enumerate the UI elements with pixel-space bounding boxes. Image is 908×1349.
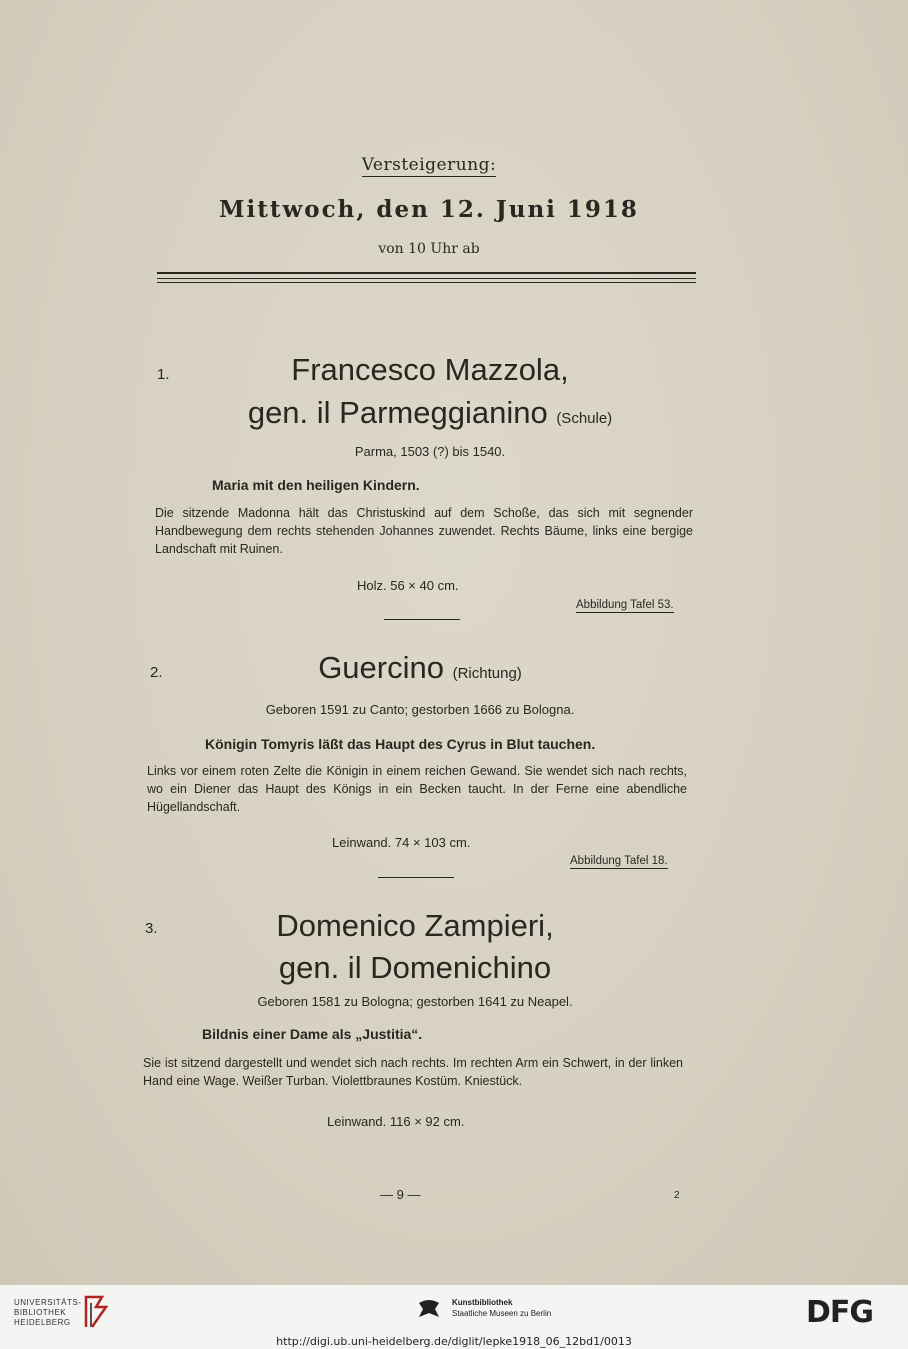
auction-label: Versteigerung: xyxy=(361,155,497,175)
lot-artist-line1: Guercino (Richtung) xyxy=(318,650,522,685)
auction-date: Mittwoch, den 12. Juni 1918 xyxy=(219,196,639,223)
sheet-signature-mark: 2 xyxy=(674,1190,680,1201)
lot-description: Sie ist sitzend dargestellt und wendet sich nach rechts. Im rechten Arm ein Schwert, in der linken Hand eine Wage. Weißer Turban. Violettbraunes Kostüm. Kniestück. xyxy=(143,1056,683,1088)
lot-medium: Holz. 56 × 40 cm. xyxy=(357,578,459,593)
kunstbibliothek-credit: Kunstbibliothek Staatliche Museen zu Berlin xyxy=(452,1298,552,1318)
lot-dates: Parma, 1503 (?) bis 1540. xyxy=(354,444,506,459)
auction-time: von 10 Uhr ab xyxy=(378,241,480,257)
lot-plate-reference: Abbildung Tafel 53. xyxy=(576,599,674,611)
permalink-url[interactable]: http://digi.ub.uni-heidelberg.de/diglit/lepke1918_06_12bd1/0013 xyxy=(276,1335,632,1348)
ub-heidelberg-emblem-icon xyxy=(82,1293,110,1329)
lot-number: 2. xyxy=(150,664,163,681)
kunstbibliothek-eagle-icon xyxy=(415,1295,443,1325)
dfg-logo: DFG xyxy=(806,1295,874,1330)
header-rule-thin-2 xyxy=(157,282,696,283)
lot-separator xyxy=(378,877,454,878)
lot-title: Bildnis einer Dame als „Justitia“. xyxy=(202,1026,423,1042)
lot-description: Links vor einem roten Zelte die Königin in einem reichen Gewand. Sie wendet sich nach rechts, wo ein Diener das Haupt des Königs in ein Becken taucht. In der Ferne eine abendliche Hügellandschaft. xyxy=(147,764,687,814)
lot-artist-line1: Domenico Zampieri, xyxy=(276,908,554,943)
lot-attribution: (Schule) xyxy=(556,410,613,427)
lot-separator xyxy=(384,619,460,620)
lot-plate-reference: Abbildung Tafel 18. xyxy=(570,855,668,867)
lot-artist-line2: gen. il Parmeggianino (Schule) xyxy=(247,395,613,430)
page-number: — 9 — xyxy=(380,1187,421,1202)
lot-title: Maria mit den heiligen Kindern. xyxy=(212,477,420,493)
lot-description: Die sitzende Madonna hält das Christuskind auf dem Schoße, das sich mit segnender Handbewegung dem rechts stehenden Johannes zuwendet. Rechts Bäume, links eine bergige Landschaft mit Ruinen. xyxy=(155,506,693,556)
ub-heidelberg-logo-text: UNIVERSITÄTS- BIBLIOTHEK HEIDELBERG xyxy=(14,1298,82,1327)
lot-dates: Geboren 1591 zu Canto; gestorben 1666 zu Bologna. xyxy=(265,702,575,717)
lot-medium: Leinwand. 116 × 92 cm. xyxy=(327,1114,465,1129)
lot-medium: Leinwand. 74 × 103 cm. xyxy=(332,835,471,850)
header-rule-thick xyxy=(157,272,696,274)
lot-attribution: (Richtung) xyxy=(452,665,522,682)
lot-title: Königin Tomyris läßt das Haupt des Cyrus in Blut tauchen. xyxy=(205,736,596,752)
lot-dates: Geboren 1581 zu Bologna; gestorben 1641 zu Neapel. xyxy=(257,994,573,1009)
lot-artist-line2: gen. il Domenichino xyxy=(278,950,552,985)
footer-bar xyxy=(0,1285,908,1349)
lot-artist-line1: Francesco Mazzola, xyxy=(291,352,569,387)
lot-number: 1. xyxy=(157,366,170,383)
lot-number: 3. xyxy=(145,920,158,937)
header-rule-thin xyxy=(157,278,696,279)
